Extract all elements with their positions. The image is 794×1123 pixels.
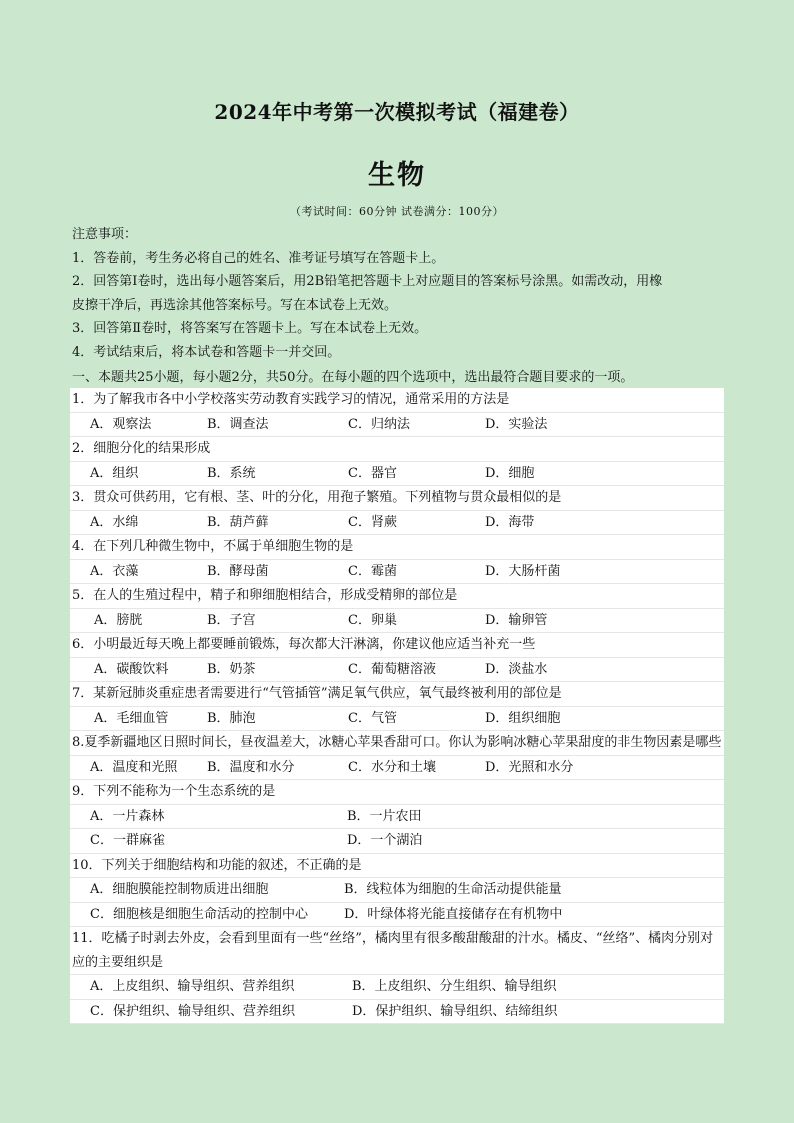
- question-options: [70, 1000, 724, 1025]
- question-options: [70, 878, 724, 903]
- question-options: [70, 829, 724, 854]
- question-stem: 4．在下列几种微生物中，不属于单细胞生物的是: [70, 535, 724, 560]
- option-d[interactable]: D．叶绿体将光能直接储存在有机物中: [344, 906, 563, 922]
- option-b[interactable]: B．系统: [207, 465, 256, 481]
- question-stem: 7．某新冠肺炎重症患者需要进行“气管插管”满足氧气供应，氧气最终被利用的部位是: [70, 682, 724, 707]
- question-options: [70, 805, 724, 830]
- option-c[interactable]: C．器官: [348, 465, 397, 481]
- option-a[interactable]: A．碳酸饮料: [94, 661, 169, 677]
- option-c[interactable]: C．肾蕨: [348, 514, 397, 530]
- exam-title: 2024年中考第一次模拟考试（福建卷）: [214, 100, 580, 124]
- option-d[interactable]: D．淡盐水: [485, 661, 548, 677]
- option-d[interactable]: D．大肠杆菌: [485, 563, 561, 579]
- option-a[interactable]: A．观察法: [90, 416, 152, 432]
- question-stem: 8.夏季新疆地区日照时间长，昼夜温差大，冰糖心苹果香甜可口。你认为影响冰糖心苹果甜度的非生物因素是哪些: [70, 731, 724, 756]
- option-b[interactable]: B．一片农田: [347, 808, 422, 824]
- note-item: 1．答卷前，考生务必将自己的姓名、准考证号填写在答题卡上。: [72, 250, 445, 266]
- section-heading: 一、本题共25小题，每小题2分，共50分。在每小题的四个选项中，选出最符合题目要求的一项。: [72, 370, 634, 385]
- option-c[interactable]: C．气管: [348, 710, 397, 726]
- question-stem: 2．细胞分化的结果形成: [70, 437, 724, 462]
- option-b[interactable]: B．温度和水分: [207, 759, 295, 775]
- option-a[interactable]: A．温度和光照: [90, 759, 178, 775]
- question-options: [70, 609, 724, 634]
- question-options: [70, 462, 724, 487]
- question-stem: 3．贯众可供药用，它有根、茎、叶的分化，用孢子繁殖。下列植物与贯众最相似的是: [70, 486, 724, 511]
- option-a[interactable]: A．衣藻: [90, 563, 139, 579]
- question-options: [70, 707, 724, 732]
- question-options: [70, 560, 724, 585]
- note-item: 2．回答第Ⅰ卷时，选出每小题答案后，用2B铅笔把答题卡上对应题目的答案标号涂黑。如需改动，用橡: [72, 274, 663, 289]
- option-a[interactable]: A．一片森林: [90, 808, 165, 824]
- question-options: [70, 511, 724, 536]
- question-stem: 11．吃橘子时剥去外皮，会看到里面有一些“丝络”，橘肉里有很多酸甜酸甜的汁水。橘皮、“丝络”、橘肉分别对应的主要组织是: [70, 927, 724, 975]
- note-item: 3．回答第Ⅱ卷时，将答案写在答题卡上。写在本试卷上无效。: [72, 321, 428, 336]
- option-a[interactable]: A．膀胱: [94, 612, 143, 628]
- option-c[interactable]: C．一群麻雀: [90, 833, 165, 848]
- question-options: [70, 903, 724, 928]
- question-options: [70, 756, 724, 781]
- notes-heading: 注意事项：: [72, 227, 138, 242]
- note-item: 皮擦干净后，再选涂其他答案标号。写在本试卷上无效。: [72, 297, 398, 313]
- option-a[interactable]: A．水绵: [90, 514, 139, 530]
- subject-title: 生物: [368, 160, 426, 191]
- option-b[interactable]: B．酵母菌: [207, 563, 269, 579]
- note-item: 4．考试结束后，将本试卷和答题卡一并交回。: [72, 344, 341, 360]
- option-a[interactable]: A．上皮组织、输导组织、营养组织: [90, 979, 295, 994]
- option-d[interactable]: D．光照和水分: [485, 759, 574, 775]
- question-stem: 9．下列不能称为一个生态系统的是: [70, 780, 724, 805]
- option-b[interactable]: B．奶茶: [207, 661, 256, 677]
- option-a[interactable]: A．组织: [90, 465, 139, 481]
- option-d[interactable]: D．细胞: [485, 465, 535, 481]
- option-a[interactable]: A．细胞膜能控制物质进出细胞: [90, 882, 269, 897]
- option-c[interactable]: C．卵巢: [348, 612, 397, 628]
- option-b[interactable]: B．肺泡: [207, 710, 256, 726]
- option-d[interactable]: D．输卵管: [485, 612, 548, 628]
- question-options: [70, 975, 724, 1000]
- option-d[interactable]: D．一个湖泊: [347, 833, 423, 848]
- option-c[interactable]: C．归纳法: [348, 416, 410, 432]
- option-b[interactable]: B．调查法: [207, 416, 269, 432]
- option-c[interactable]: C．霉菌: [348, 563, 397, 579]
- option-b[interactable]: B．子宫: [207, 612, 256, 628]
- option-a[interactable]: A．毛细血管: [94, 710, 169, 726]
- question-list: [70, 388, 724, 1024]
- notes-block: [72, 223, 722, 364]
- question-stem: 1．为了解我市各中小学校落实劳动教育实践学习的情况，通常采用的方法是: [70, 388, 724, 413]
- option-d[interactable]: D．保护组织、输导组织、结缔组织: [352, 1003, 558, 1019]
- question-options: [70, 658, 724, 683]
- option-c[interactable]: C．保护组织、输导组织、营养组织: [90, 1003, 295, 1019]
- question-stem: 5．在人的生殖过程中，精子和卵细胞相结合，形成受精卵的部位是: [70, 584, 724, 609]
- question-stem: 10．下列关于细胞结构和功能的叙述，不正确的是: [70, 854, 724, 879]
- option-d[interactable]: D．实验法: [485, 416, 548, 432]
- option-b[interactable]: B．上皮组织、分生组织、输导组织: [352, 979, 557, 994]
- question-options: [70, 413, 724, 438]
- question-stem: 6．小明最近每天晚上都要睡前锻炼，每次都大汗淋漓，你建议他应适当补充一些: [70, 633, 724, 658]
- option-b[interactable]: B．线粒体为细胞的生命活动提供能量: [344, 882, 562, 897]
- exam-meta: （考试时间：60分钟 试卷满分：100分）: [290, 205, 504, 218]
- option-d[interactable]: D．海带: [485, 514, 535, 530]
- option-d[interactable]: D．组织细胞: [485, 710, 561, 726]
- option-c[interactable]: C．水分和土壤: [348, 759, 436, 775]
- option-b[interactable]: B．葫芦藓: [207, 514, 269, 530]
- option-c[interactable]: C．葡萄糖溶液: [348, 661, 436, 677]
- option-c[interactable]: C．细胞核是细胞生命活动的控制中心: [90, 906, 308, 922]
